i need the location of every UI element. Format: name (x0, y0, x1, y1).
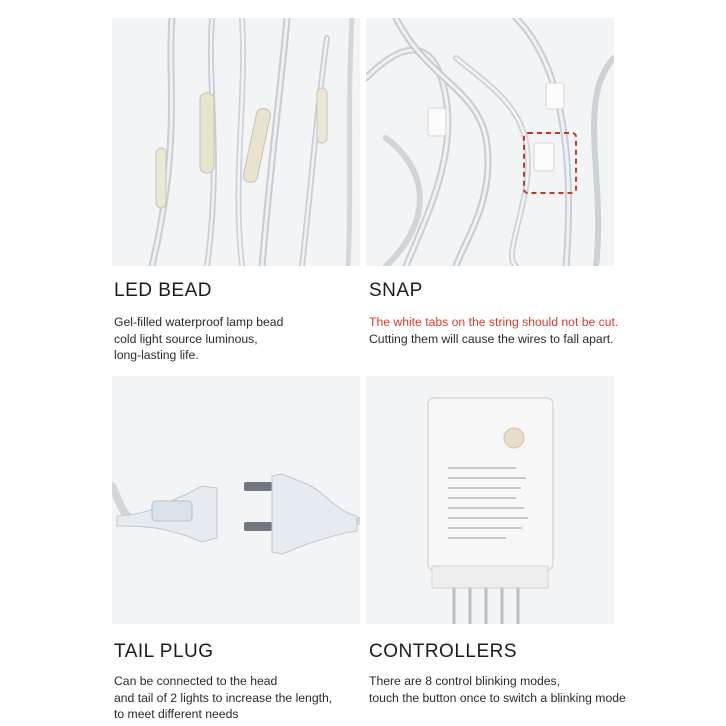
description-line: long-lasting life. (114, 348, 199, 362)
snap-description (369, 314, 689, 347)
description-line: Can be connected to the head (114, 674, 278, 688)
controllers-title: CONTROLLERS (369, 641, 518, 662)
description-line: cold light source luminous, (114, 331, 258, 346)
description-line: to meet different needs (114, 707, 239, 721)
description-line: There are 8 control blinking modes, (369, 674, 561, 688)
tail-plug-photo (112, 376, 360, 624)
description-line: Cutting them will cause the wires to fall apart. (369, 331, 614, 346)
description-line: and tail of 2 lights to increase the length, (114, 690, 333, 705)
snap-photo (366, 18, 614, 266)
led-bead-photo (112, 18, 360, 266)
description-line: Gel-filled waterproof lamp bead (114, 315, 284, 329)
led-bead-title: LED BEAD (114, 280, 212, 301)
controller-photo (366, 376, 614, 624)
snap-warning-text: The white tabs on the string should not be cut. (369, 315, 619, 329)
controllers-description (369, 673, 699, 706)
tail-plug-title: TAIL PLUG (114, 641, 214, 662)
description-line: touch the button once to switch a blinking mode (369, 690, 626, 705)
snap-title: SNAP (369, 280, 423, 301)
